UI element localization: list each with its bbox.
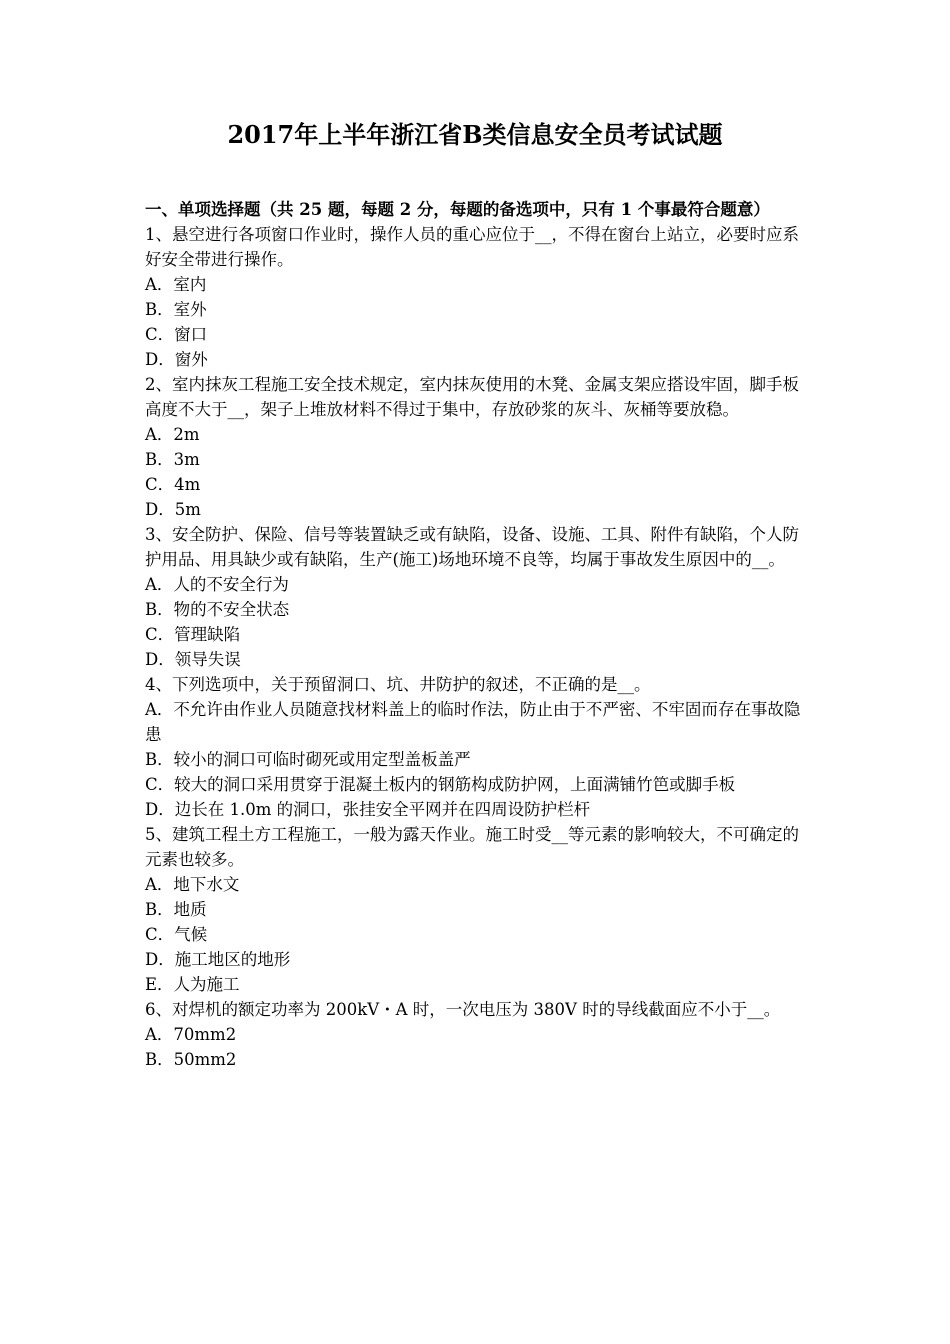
question-stem: 4、下列选项中，关于预留洞口、坑、井防护的叙述，不正确的是__。 [145,675,651,694]
option-c: C．4m [145,475,201,494]
option-c: C．管理缺陷 [145,625,241,644]
option-c: C．窗口 [145,325,208,344]
option-a: A．2m [145,425,200,444]
question-stem: 1、悬空进行各项窗口作业时，操作人员的重心应位于__，不得在窗台上站立，必要时应系好安全带进行操作。 [145,225,799,269]
option-a: A．不允许由作业人员随意找材料盖上的临时作法，防止由于不严密、不牢固而存在事故隐患 [145,700,801,744]
option-a: A．室内 [145,275,207,294]
option-a: A．70mm2 [145,1025,237,1044]
option-b: B．室外 [145,300,207,319]
option-b: B．50mm2 [145,1050,237,1069]
question-4 [145,672,813,822]
section-heading: 一、单项选择题（共 25 题，每题 2 分，每题的备选项中，只有 1 个事最符合题意） [145,200,770,219]
option-b: B．物的不安全状态 [145,600,290,619]
option-b: B．3m [145,450,200,469]
option-e: E．人为施工 [145,975,240,994]
option-d: D．施工地区的地形 [145,950,291,969]
question-stem: 3、安全防护、保险、信号等装置缺乏或有缺陷，设备、设施、工具、附件有缺陷，个人防护用品、用具缺少或有缺陷，生产(施工)场地环境不良等，均属于事故发生原因中的__。 [145,525,799,569]
question-1 [145,222,813,372]
option-c: C．气候 [145,925,208,944]
question-6 [145,997,813,1072]
option-d: D．窗外 [145,350,208,369]
option-d: D．5m [145,500,201,519]
option-d: D．边长在 1.0m 的洞口，张挂安全平网并在四周设防护栏杆 [145,800,591,819]
question-stem: 2、室内抹灰工程施工安全技术规定，室内抹灰使用的木凳、金属支架应搭设牢固，脚手板高度不大于__，架子上堆放材料不得过于集中，存放砂浆的灰斗、灰桶等要放稳。 [145,375,799,419]
page-title: 2017年上半年浙江省B类信息安全员考试试题 [227,120,723,149]
option-c: C．较大的洞口采用贯穿于混凝土板内的钢筋构成防护网，上面满铺竹笆或脚手板 [145,775,736,794]
question-3 [145,522,813,672]
option-d: D．领导失误 [145,650,241,669]
question-2 [145,372,813,522]
question-stem: 6、对焊机的额定功率为 200kV・A 时，一次电压为 380V 时的导线截面应不小于__。 [145,1000,781,1019]
option-b: B．地质 [145,900,207,919]
document-body [145,197,813,1072]
question-5 [145,822,813,997]
option-a: A．地下水文 [145,875,240,894]
option-a: A．人的不安全行为 [145,575,289,594]
question-stem: 5、建筑工程土方工程施工，一般为露天作业。施工时受__等元素的影响较大，不可确定的元素也较多。 [145,825,799,869]
option-b: B．较小的洞口可临时砌死或用定型盖板盖严 [145,750,471,769]
